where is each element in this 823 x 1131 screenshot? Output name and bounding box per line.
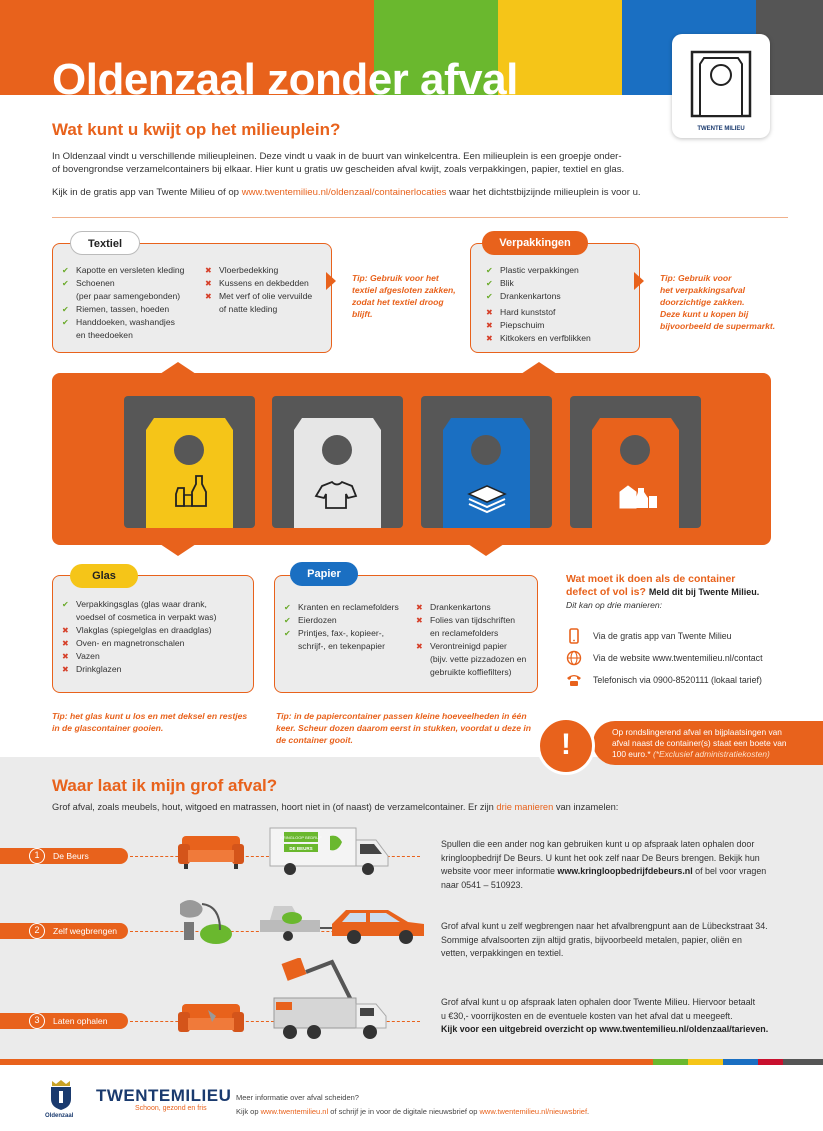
papier-title: Papier bbox=[290, 562, 358, 586]
step-1-description: Spullen die een ander nog kan gebruiken kunt u op afspraak laten ophalen door kringloopbedrijf De Beurs. U kunt het ook zelf naar De Beurs brengen. Bekijk hun website voor meer informatie www.kringloopbedrijfdebeurs.nl of bel voor vragen naar 0541 – 510923. bbox=[441, 839, 767, 890]
step-laten-ophalen bbox=[0, 1013, 128, 1029]
list-item: ✖ Verontreinigd papier bbox=[416, 641, 507, 651]
step-label: Zelf wegbrengen bbox=[53, 926, 118, 936]
oldenzaal-crest-icon bbox=[48, 1077, 74, 1111]
band-pointer-bottom-right bbox=[468, 544, 504, 556]
list-item: of natte kleding bbox=[219, 304, 278, 314]
footer-info-line-1: Meer informatie over afval scheiden? bbox=[236, 1093, 359, 1102]
footer-band-orange bbox=[0, 1059, 653, 1065]
step-zelf-wegbrengen bbox=[0, 923, 128, 939]
list-item: en theedoeken bbox=[76, 330, 133, 340]
van-icon bbox=[268, 826, 394, 878]
step-2-description: Grof afval kunt u zelf wegbrengen naar het afvalbrengpunt aan de Lübeckstraat 34. Sommige afvalsoorten zijn altijd gratis, bijvoorbeeld metalen, papier, oliën en vetten, verpakkingen en textiel. bbox=[441, 921, 768, 958]
household-items-icon bbox=[172, 896, 238, 948]
container-icon bbox=[672, 34, 770, 124]
step-number: 2 bbox=[29, 923, 45, 939]
textile-icon bbox=[294, 418, 381, 528]
step-number: 3 bbox=[29, 1013, 45, 1029]
textile-container bbox=[272, 396, 403, 528]
debeurs-link[interactable]: www.kringloopbedrijfdebeurs.nl bbox=[557, 866, 693, 876]
list-item: ✖ Piepschuim bbox=[486, 320, 545, 330]
twente-milieu-slogan: Schoon, gezond en fris bbox=[135, 1105, 207, 1112]
band-pointer-bottom-left bbox=[160, 544, 196, 556]
band-pointer-top-right bbox=[521, 362, 557, 374]
step-label: Laten ophalen bbox=[53, 1016, 108, 1026]
grof-intro bbox=[52, 802, 792, 812]
glass-icon bbox=[146, 418, 233, 528]
list-item: (bijv. vette pizzadozen en bbox=[430, 654, 527, 664]
list-item: ✔ Riemen, tassen, hoeden bbox=[62, 304, 170, 314]
list-item: ✖ Vazen bbox=[62, 651, 100, 661]
defect-heading-line-1: Wat moet ik doen als de container bbox=[566, 573, 736, 585]
intro-line-3 bbox=[52, 186, 792, 199]
grof-intro-highlight: drie manieren bbox=[496, 802, 554, 812]
defect-way-app: Via de gratis app van Twente Milieu bbox=[593, 631, 732, 641]
footer-info bbox=[236, 1091, 589, 1119]
list-item: ✔ Schoenen bbox=[62, 278, 115, 288]
list-item: ✖ Met verf of olie vervuilde bbox=[205, 291, 313, 301]
telephone-icon bbox=[566, 672, 582, 688]
logo-caption: TWENTE MILIEU bbox=[697, 126, 745, 132]
list-item: ✔ Handdoeken, washandjes bbox=[62, 317, 175, 327]
list-item: ✔ Eierdozen bbox=[284, 615, 337, 625]
intro-divider bbox=[52, 217, 788, 218]
defect-way-phone: Telefonisch via 0900-8520111 (lokaal tarief) bbox=[593, 675, 762, 685]
containerlocaties-link[interactable]: www.twentemilieu.nl/oldenzaal/containerlocaties bbox=[241, 187, 447, 198]
list-item: ✖ Drankenkartons bbox=[416, 602, 491, 612]
list-item: ✖ Hard kunststof bbox=[486, 307, 556, 317]
list-item: ✔ Kapotte en versleten kleding bbox=[62, 265, 185, 275]
list-item: ✔ Verpakkingsglas (glas waar drank, bbox=[62, 599, 207, 609]
textiel-title: Textiel bbox=[70, 231, 140, 255]
footer-band-grey bbox=[783, 1059, 823, 1065]
old-sofa-icon bbox=[178, 996, 244, 1040]
list-item: ✔ Kranten en reclamefolders bbox=[284, 602, 399, 612]
grof-intro-end: van inzamelen: bbox=[553, 802, 619, 812]
list-item: voedsel of cosmetica in verpakt was) bbox=[76, 612, 217, 622]
textiel-no-list bbox=[205, 264, 330, 316]
footer-info-line-2: Kijk op www.twentemilieu.nl of schrijf je in voor de digitale nieuwsbrief op www.twentemilieu.nl/nieuwsbrief. bbox=[236, 1107, 590, 1116]
footer-band-blue bbox=[723, 1059, 758, 1065]
verpakkingen-no-list bbox=[486, 306, 636, 345]
verpakkingen-yes-list bbox=[486, 264, 636, 303]
tarieven-link[interactable]: www.twentemilieu.nl/oldenzaal/tarieven bbox=[599, 1024, 766, 1034]
phone-icon bbox=[566, 628, 582, 644]
city-name: Oldenzaal bbox=[45, 1113, 74, 1119]
newsletter-link[interactable]: www.twentemilieu.nl/nieuwsbrief bbox=[479, 1107, 588, 1116]
sofa-icon bbox=[178, 826, 244, 870]
papier-tip: Tip: in de papiercontainer passen kleine hoeveelheden in één keer. Scheur dozen daarom eerst in stukken, voordat u deze in de container gooit. bbox=[276, 711, 532, 745]
intro-line-1: In Oldenzaal vindt u verschillende milieupleinen. Deze vindt u vaak in de buurt van winkelcentra. Een milieuplein is een groepje onder- bbox=[52, 151, 622, 162]
intro-line-2: of bovengrondse verzamelcontainers bij elkaar. Hier kunt u gratis uw gescheiden afval kwijt, zoals verpakkingen, papier, textiel en glas. bbox=[52, 164, 625, 175]
twentemilieu-link[interactable]: www.twentemilieu.nl bbox=[260, 1107, 329, 1116]
defect-heading bbox=[566, 573, 806, 611]
list-item: ✔ Plastic verpakkingen bbox=[486, 265, 579, 275]
list-item: ✖ Kitkokers en verfblikken bbox=[486, 333, 591, 343]
van-sign-text: KRINGLOOP BEDRIJF bbox=[280, 835, 322, 840]
fine-warning-text: Op rondslingerend afval en bijplaatsingen van afval naast de container(s) staat een boete van 100 euro.* (*Exclusief administratiekosten) bbox=[612, 727, 787, 759]
packaging-icon bbox=[592, 418, 679, 528]
papier-no-list bbox=[416, 601, 538, 679]
footer-band-red bbox=[758, 1059, 783, 1065]
verpakkingen-tip: Tip: Gebruik voor het verpakkingsafval doorzichtige zakken. Deze kunt u kopen bij bijvoorbeeld de supermarkt. bbox=[660, 273, 776, 331]
step-de-beurs bbox=[0, 848, 128, 864]
list-item: ✔ Drankenkartons bbox=[486, 291, 561, 301]
intro-line-3-start: Kijk in de gratis app van Twente Milieu of op bbox=[52, 187, 242, 198]
glas-title: Glas bbox=[70, 564, 138, 588]
packaging-container bbox=[570, 396, 701, 528]
intro-text bbox=[52, 150, 792, 199]
glass-container bbox=[124, 396, 255, 528]
step-number: 1 bbox=[29, 848, 45, 864]
verpakkingen-title: Verpakkingen bbox=[482, 231, 588, 255]
list-item: en reclamefolders bbox=[430, 628, 499, 638]
list-item: (per paar samengebonden) bbox=[76, 291, 181, 301]
glas-list bbox=[62, 598, 252, 676]
garbage-truck-icon bbox=[270, 958, 390, 1044]
grof-heading: Waar laat ik mijn grof afval? bbox=[52, 776, 278, 795]
list-item: ✖ Kussens en dekbedden bbox=[205, 278, 309, 288]
step-3-description: Grof afval kunt u op afspraak laten ophalen door Twente Milieu. Hiervoor betaalt u €30,- voorrijkosten en de eventuele kosten van het afval dat u meegeeft. Kijk voor een uitgebreid overzicht op www.twentemilieu.nl/oldenzaal/tarieven. bbox=[441, 997, 769, 1034]
list-item: ✖ Folies van tijdschriften bbox=[416, 615, 516, 625]
defect-heading-line-2: defect of vol is? Meld dit bij Twente Milieu. bbox=[566, 586, 760, 598]
papier-yes-list bbox=[284, 601, 414, 653]
warning-icon: ! bbox=[537, 717, 595, 775]
list-item: ✔ Printjes, fax-, kopieer-, bbox=[284, 628, 384, 638]
list-item: ✖ Oven- en magnetronschalen bbox=[62, 638, 185, 648]
intro-heading: Wat kunt u kwijt op het milieuplein? bbox=[52, 120, 341, 139]
list-item: ✖ Vlakglas (spiegelglas en draadglas) bbox=[62, 625, 212, 635]
textiel-yes-list bbox=[62, 264, 212, 342]
defect-subtitle: Dit kan op drie manieren: bbox=[566, 600, 663, 610]
globe-icon bbox=[566, 650, 582, 666]
defect-way-website: Via de website www.twentemilieu.nl/contact bbox=[593, 653, 763, 663]
list-item: ✔ Blik bbox=[486, 278, 514, 288]
grof-intro-start: Grof afval, zoals meubels, hout, witgoed en matrassen, hoort niet in (of naast) de verzamelcontainer. Er zijn bbox=[52, 802, 497, 812]
van-name-text: DE BEURS bbox=[289, 846, 313, 851]
twente-milieu-logo: TWENTEMILIEU bbox=[96, 1086, 232, 1105]
glas-tip: Tip: het glas kunt u los en met deksel en restjes in de glascontainer gooien. bbox=[52, 711, 248, 733]
list-item: ✖ Drinkglazen bbox=[62, 664, 122, 674]
paper-container bbox=[421, 396, 552, 528]
list-item: schrijf-, en tekenpapier bbox=[298, 641, 385, 651]
textiel-tip: Tip: Gebruik voor het textiel afgesloten zakken, zodat het textiel droog blijft. bbox=[352, 273, 456, 319]
car-trailer-icon bbox=[258, 900, 428, 946]
paper-icon bbox=[443, 418, 530, 528]
intro-line-3-end: waar het dichtstbijzijnde milieuplein is voor u. bbox=[446, 187, 641, 198]
footer-band-green bbox=[653, 1059, 688, 1065]
list-item: gebruikte koffiefilters) bbox=[430, 667, 512, 677]
step-label: De Beurs bbox=[53, 851, 89, 861]
container-logo-card bbox=[672, 34, 770, 138]
band-pointer-top-left bbox=[160, 362, 196, 374]
footer-band-yellow bbox=[688, 1059, 723, 1065]
page-title: Oldenzaal zonder afval bbox=[52, 55, 518, 95]
list-item: ✖ Vloerbedekking bbox=[205, 265, 279, 275]
